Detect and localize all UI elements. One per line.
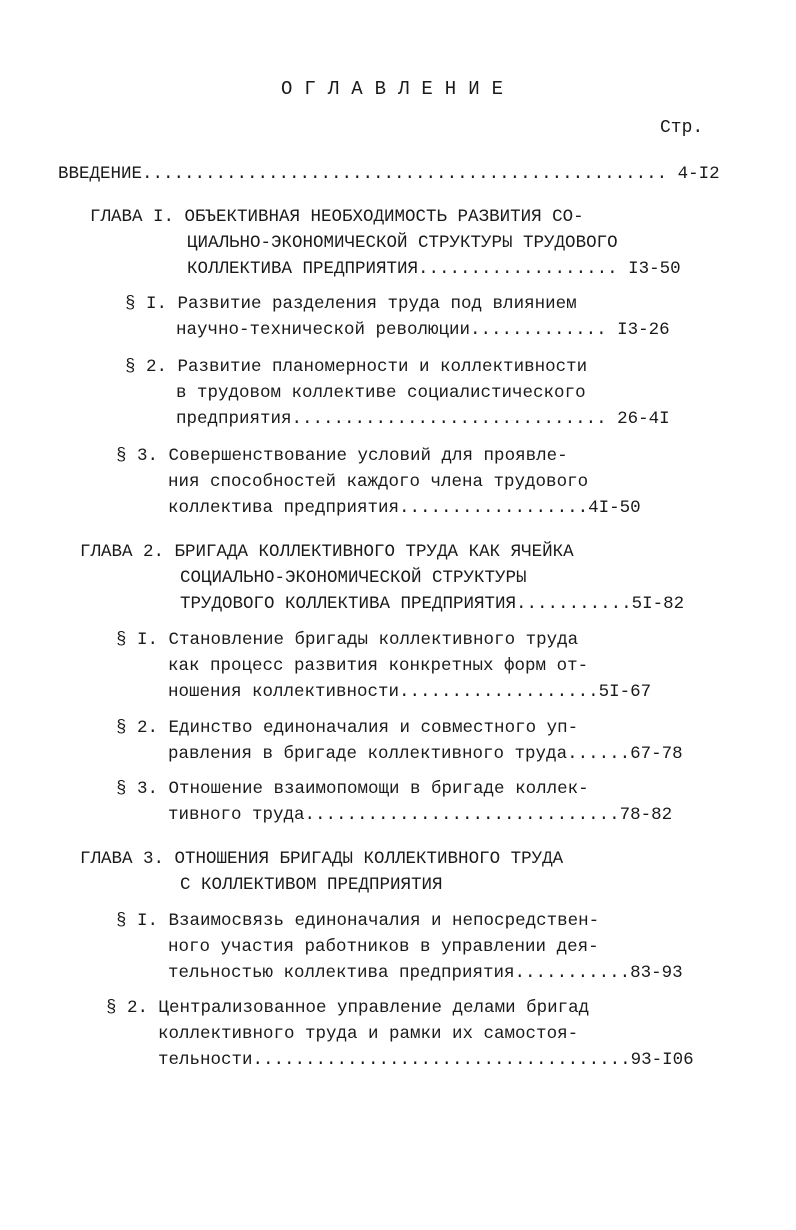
section-1-2-line-3: предприятия.............................. 26-4I	[176, 409, 670, 429]
section-2-3-line-1: § 3. Отношение взаимопомощи в бригаде коллек-	[116, 779, 589, 799]
section-1-2-line-1: § 2. Развитие планомерности и коллективности	[125, 357, 588, 377]
section-2-1-line-3: ношения коллективности...................5I-67	[168, 682, 652, 702]
section-2-1-line-1: § I. Становление бригады коллективного труда	[116, 630, 579, 650]
toc-heading: ОГЛАВЛЕНИЕ	[280, 78, 516, 100]
chapter-3-title-line-2: С КОЛЛЕКТИВОМ ПРЕДПРИЯТИЯ	[180, 875, 443, 895]
section-1-3-line-1: § 3. Совершенствование условий для проявле-	[116, 446, 568, 466]
section-2-1-line-2: как процесс развития конкретных форм от-	[168, 656, 589, 676]
toc-entry-introduction: ВВЕДЕНИЕ.................................................. 4-I2	[58, 164, 720, 184]
section-3-2-line-2: коллективного труда и рамки их самостоя-	[158, 1024, 579, 1044]
section-3-1-line-1: § I. Взаимосвязь единоначалия и непосредствен-	[116, 911, 600, 931]
chapter-2-title-line-2: СОЦИАЛЬНО-ЭКОНОМИЧЕСКОЙ СТРУКТУРЫ	[180, 568, 527, 588]
section-3-1-line-3: тельностью коллектива предприятия...........83-93	[168, 963, 683, 983]
chapter-1-title-line-3: КОЛЛЕКТИВА ПРЕДПРИЯТИЯ................... I3-50	[187, 259, 681, 279]
chapter-2-title-line-1: ГЛАВА 2. БРИГАДА КОЛЛЕКТИВНОГО ТРУДА КАК ЯЧЕЙКА	[80, 542, 574, 562]
chapter-3-title-line-1: ГЛАВА 3. ОТНОШЕНИЯ БРИГАДЫ КОЛЛЕКТИВНОГО ТРУДА	[80, 849, 564, 869]
section-2-2-line-1: § 2. Единство единоначалия и совместного уп-	[116, 718, 579, 738]
section-1-2-line-2: в трудовом коллективе социалистического	[176, 383, 586, 403]
section-1-1-line-2: научно-технической революции............. I3-26	[176, 320, 670, 340]
chapter-1-title-line-2: ЦИАЛЬНО-ЭКОНОМИЧЕСКОЙ СТРУКТУРЫ ТРУДОВОГО	[187, 233, 618, 253]
section-3-2-line-1: § 2. Централизованное управление делами бригад	[106, 998, 590, 1018]
section-1-3-line-3: коллектива предприятия..................4I-50	[168, 498, 641, 518]
page-column-label: Стр.	[660, 118, 704, 138]
chapter-1-title-line-1: ГЛАВА I. ОБЪЕКТИВНАЯ НЕОБХОДИМОСТЬ РАЗВИТИЯ СО-	[90, 207, 584, 227]
section-3-2-line-3: тельности....................................93-I06	[158, 1050, 694, 1070]
section-1-1-line-1: § I. Развитие разделения труда под влиянием	[125, 294, 577, 314]
section-2-3-line-2: тивного труда..............................78-82	[168, 805, 673, 825]
chapter-2-title-line-3: ТРУДОВОГО КОЛЛЕКТИВА ПРЕДПРИЯТИЯ...........5I-82	[180, 594, 685, 614]
section-2-2-line-2: равления в бригаде коллективного труда......67-78	[168, 744, 683, 764]
section-1-3-line-2: ния способностей каждого члена трудового	[168, 472, 589, 492]
section-3-1-line-2: ного участия работников в управлении дея-	[168, 937, 599, 957]
